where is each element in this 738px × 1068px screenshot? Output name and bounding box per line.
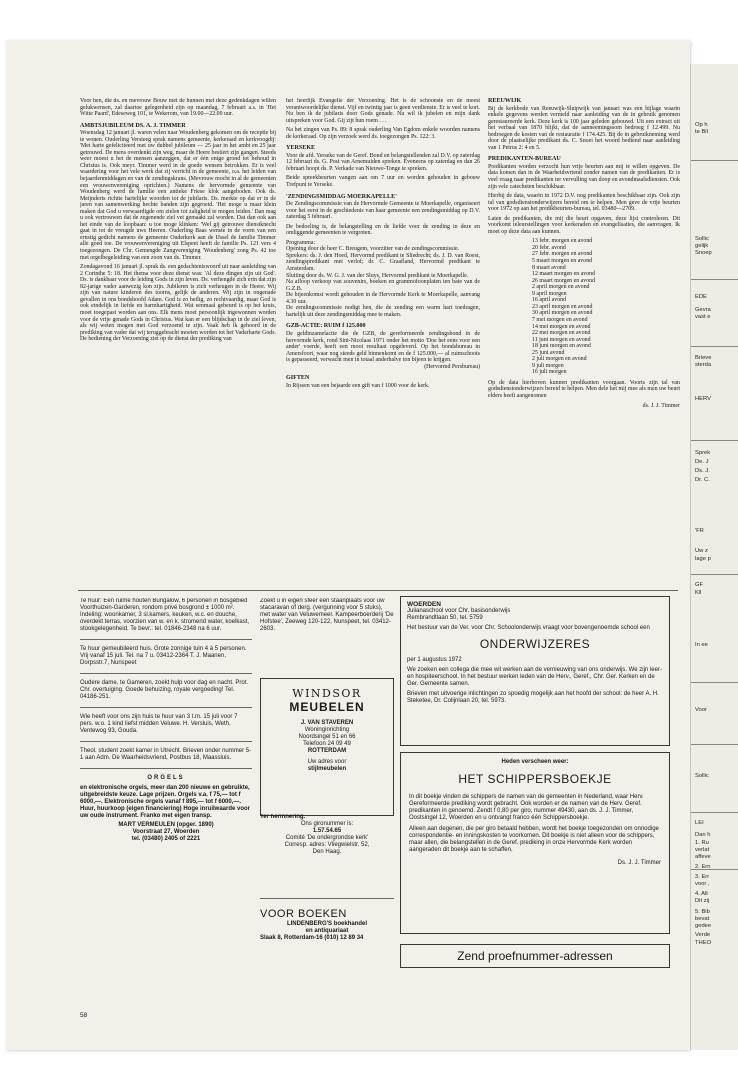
classified-ad: Te huur gemeubileerd huis. Grote zonnige tuin 4 à 5 personen. Vrij vanaf 15 juli. Tel. na 7 u. 03412-2364 T. J. Maanen, Dorpsstr.7, Nunspeet	[80, 646, 247, 666]
ad-address: Voorstraat 27, Woerden	[132, 829, 200, 835]
date-list-item: 8 maart avond	[532, 264, 566, 271]
ad-line: Ons gironummer is:	[300, 821, 354, 827]
adjacent-rule	[691, 744, 738, 745]
ad-separator	[80, 639, 252, 640]
heading-yerseke: YERSEKE	[286, 145, 316, 152]
page-number: 58	[80, 1012, 88, 1019]
adjacent-page-fragment: Dit zij	[695, 898, 710, 904]
paragraph: Opening door de heer C. Breugem, voorzitter van de zendingscommissie.	[286, 246, 460, 253]
paragraph: Beide spreekbeurten vangen aan om 7 uur en worden gehouden in gebouw Trefpunt te Yerseke.	[286, 175, 480, 189]
paragraph: Sluiting door ds. W. G. J. van der Sluys, Hervormd predikant te Moerkapelle.	[286, 272, 469, 279]
paragraph: Na het zingen van Ps. 89: 8 sprak ouderling Van Egdom enkele woorden namens de kerkeraad. Op zijn verzoek werd ds. toegezongen Ps. 122: 3.	[286, 127, 480, 140]
ad-line: In dit boekje vinden de schippers de namen van de gemeenten in Nederland, waar Herv. Gereformeerde prediking wordt gebracht. Ook worden er de namen van de Herv. Geref. predikanten in genoemd. Zendt f 0,80 per giro, nummer 49430, aan ds. J. J. Timmer, Oostsingel 12, Woerden en u ontvangt franco één Schippersboekje.	[409, 794, 644, 821]
ad-signature: MART VERMEULEN (opger. 1890)	[118, 822, 214, 828]
paragraph: De bijeenkomst wordt gehouden in de Hervormde Kerk te Moerkapelle, aanvang 4.30 uur.	[286, 292, 480, 305]
article-column-3	[488, 98, 680, 585]
ad-line: Corresp. adres: Vliegwielstr. 52,	[284, 842, 370, 848]
paragraph: De geldinzamelactie die de GZB, de gereformeerde zendingsbond in de hervormde kerk, rond Sint-Nicolaas 1971 onder het motto 'Doe het eens voor een ander' voerde, heeft een mooi resultaat opgeleverd. Op het bondsbureau in Amersfoort, waar nog steeds geld binnenkomt en de f 125.000,— al ruimschoots is gepasseerd, verwacht men in totaal anderhalve ton bijeen te krijgen.	[286, 330, 480, 364]
ad-proefnummer	[400, 944, 670, 968]
heading-giften: GIFTEN	[286, 375, 310, 382]
adjacent-rule	[691, 160, 738, 161]
ad-kampeerboerderij	[260, 598, 394, 672]
date-list-item: 26 maart morgen en avond	[532, 277, 596, 284]
byline: (Hervormd Persbureau)	[424, 363, 480, 370]
ad-line: Telefoon 24 09 49	[303, 741, 351, 747]
ad-separator	[80, 768, 252, 769]
adjacent-rule	[691, 682, 738, 683]
ad-headline: ONDERWIJZERES	[479, 637, 591, 651]
ad-ondergrondse-kerk	[260, 814, 394, 890]
adjacent-page-fragment: affeve	[695, 854, 711, 860]
adjacent-page-fragment: Ds. J.	[695, 468, 710, 474]
adjacent-page-fragment: Kll	[695, 590, 702, 596]
date-list-item: 30 april morgen en avond	[532, 310, 593, 317]
paragraph: Voor de afd. Yerseke van de Geref. Bond en belangstellenden zal D.V. op zaterdag 12 februari ds. G. Post van Arnemuiden spreken. Eveneens op zaterdag en dan 26 februari hoopt ds. P. Verkade van Nieuwe-Tonge te spreken.	[286, 152, 480, 172]
section-divider	[78, 590, 678, 591]
classified-ad: Zoekt u in eigen sfeer een staanplaats voor uw stacaravan of derg. (vergunning voor 5 stuks), met water van Veluwemeer. Kampeerboerderij 'De Hofstee', Zeeweg 120-122, Nunspeet, tel. 03412-2603.	[260, 598, 394, 632]
date-list-item: 7 mei morgen en avond	[532, 316, 588, 323]
ad-line: stijlmeubelen	[307, 766, 347, 772]
ad-line: Rembrandtlaan 50, tel. 5759	[407, 615, 483, 621]
ad-line: per 1 augustus 1972	[407, 657, 462, 663]
classified-ad: Theol. student zoekt kamer in Utrecht. Brieven onder nummer 5-1 aan Adm. De Waarheidsvriend, Postbus 18, Maassluis.	[80, 748, 252, 761]
adjacent-page-fragment: 5. Bib	[695, 909, 710, 915]
ad-separator	[80, 673, 252, 674]
date-list-item: 14 mei morgen en avond	[532, 323, 591, 330]
paragraph: Op de data hierboven kunnen predikanten voorgaan. Voorts zijn tal van godsdienstonderwijzers bereid te helpen. Men dele het mij mee als men uw beurt elders heeft aangenomen	[488, 379, 680, 399]
ad-line: en antiquariaat	[305, 928, 349, 934]
classifieds-column	[80, 598, 252, 1008]
adjacent-page-fragment: Dan h	[695, 832, 711, 838]
adjacent-page-fragment: 4. Alt	[695, 891, 708, 897]
adjacent-page-fragment: GF	[695, 582, 704, 588]
adjacent-page-fragment: Sprek	[695, 450, 711, 456]
adjacent-rule	[691, 279, 738, 280]
date-list	[532, 238, 680, 375]
adjacent-rule	[691, 346, 738, 347]
ad-headline: HET SCHIPPERSBOEKJE	[458, 772, 612, 786]
ad-title: VOOR BOEKEN	[260, 908, 347, 920]
classified-ad: en elektronische orgels, meer dan 200 nieuwe en gebruikte, uitgebreidste keuze. Lage prijzen. Orgels v.a. f 75,— tot f 6000,—. Elektronische orgels vanaf f 895,— tot f 6000,—. Huur, huurkoop (eigen financiering) Hoge inruilwaarde voor uw oude instrument. Franko met eigen transp.	[80, 785, 251, 819]
date-list-item: 20 febr. avond	[532, 244, 566, 251]
adjacent-page-fragment: In ee	[695, 642, 708, 648]
date-list-item: 22 mei morgen en avond	[532, 330, 591, 337]
paragraph: Laten de predikanten, die mij die beurt opgaven, deze lijst controleren. Dit voorkomt teleurstellingen voor kerkeraden en evangelisaties, die aanvragen. Ik moet op deze data aan kunnen.	[488, 215, 680, 235]
ad-woerden-onderwijzeres	[400, 596, 670, 746]
adjacent-page-fragment: LEI	[695, 820, 704, 826]
adjacent-page-fragment: gelijk	[695, 243, 709, 249]
date-list-item: 12 maart morgen en avond	[532, 271, 596, 278]
article-column-1	[80, 98, 276, 585]
paragraph: De Zendingscommissie van de Hervormde Gemeente te Moerkapelle, organiseert voor het eerst in de geschiedenis van haar gemeente een zendingsmiddag op D.V. zaterdag 5 februari.	[286, 201, 480, 221]
date-list-item: 9 april morgen	[532, 290, 567, 297]
adjacent-page-fragment: Uw z	[695, 548, 708, 554]
adjacent-page-fragment: bevat	[695, 916, 710, 922]
adjacent-page-fragment: Voor	[695, 707, 707, 713]
adjacent-page-fragment: gedee	[695, 923, 712, 929]
paragraph: Zondagavond 16 januari jl. sprak ds. een gedachteniswoord uit naar aanleiding van 2 Corinthe 5: 18. Het thema voor deze dienst was: 'Al deze dingen zijn uit God'. Ds. is dankbaar voor de leiding Gods in zijn leven. Ds. verhengde zich erin dat zijn 82-jarige vader aanwezig kon zijn. Jubileren is zich verheugen in de Heere. Wij zijn van nature kinderen des toorns, gelijk de anderen. Wij zijn in ongenade gevallen in ons bondshoofd Adam. God is zo heilig, zo rechtvaardig, maar God is ook eindelijk in liefde en barmhartigheid. Wat eenmaal gebeurd is op het kruis, moet toegepast worden aan ons. Elk mens moet persoonlijk ingewonnen worden voor de vrije genade Gods in Christus. Wat kan er een blijdschap in de ziel leven, als wij weten mogen met God verzoend te zijn. Vaak heb ik gehoord in de prediking van vader dat wij teruggebracht moeten worden tot het Vaderharte Gods. De bediening der Verzoening ziet op de dienst der prediking van	[80, 264, 276, 343]
adjacent-page-fragment: 1. Ru	[695, 840, 709, 846]
adjacent-rule	[691, 812, 738, 813]
adjacent-page-fragment: Sollic	[695, 236, 709, 242]
adjacent-page-fragment: Gevra	[695, 307, 711, 313]
adjacent-page-fragment: lage p	[695, 556, 711, 562]
adjacent-rule	[691, 440, 738, 441]
ad-title: Ter herinnering.	[260, 814, 306, 820]
adjacent-page-edge	[690, 64, 738, 1050]
ad-line: Heden verscheen weer:	[501, 759, 569, 765]
intro-paragraph: Voor hen, die ds. en mevrouw Bouw met de hunnen met deze gedenkdagen willen gelukwensen, zal daartoe gelegenheid zijn op maandag, 7 februari a.s. in 'Het Witte Paard', Edeseweg 101, te Wekerom, van 19.00—22.00 uur.	[80, 98, 276, 118]
paragraph: Na afloop verkoop van souvenirs, boeken en grammofoonplaten ten bate van de G.Z.B.	[286, 279, 480, 292]
adjacent-page-fragment: te Bil	[695, 129, 708, 135]
date-list-item: 25 juni avond	[532, 349, 565, 356]
adjacent-page-fragment: Snoep	[695, 250, 712, 256]
windsor-logo: WINDSOR	[292, 687, 362, 700]
date-list-item: 23 april morgen en avond	[532, 303, 593, 310]
date-list-item: 2 juli morgen en avond	[532, 356, 587, 363]
heading-predikanten-bureau: PREDIKANTEN-BUREAU	[488, 156, 561, 163]
adjacent-page-fragment: vast e	[695, 314, 711, 320]
ad-name: J. VAN STAVEREN	[300, 720, 354, 726]
signature: ds. J. J. Timmer	[642, 402, 680, 409]
ad-line: 1.57.54.65	[312, 828, 342, 834]
ad-line: We zoeken een collega die mee wil werken aan de vernieuwing van ons onderwijs. We zijn leer- en hospiteerschool. In het bestuur werken leden van de Herv., Geref., Chr. Ger. Kerken en de Ger. Gemeente samen.	[407, 667, 662, 687]
classified-ad: Te huur: Een ruime houten Bungalow, 6 personen in bosgebied Voorthuizen-Garderen, rondom privé bosgrond ± 1000 m². Indeling: woonkamer, 3 sl.kamers, keuken, w.c. en douche, overdekt terras, voorzien van w. en k. stromend water, koelkast, stookgelegenheid. Te bevr.: tel. 01846-2348 na 6 uur.	[80, 598, 250, 632]
paragraph: Predikanten worden verzocht hun vrije beurten aan mij te willen opgeven. De data komen dan in de Waarheidsvriend zonder namen van de predikanten. Er is veel vraag naar predikanten ter vervulling van doop en avondmaalsdiensten. Ook zijn vele catecheten beschikbaar.	[488, 163, 680, 190]
classified-ad: Wie heeft voor ons zijn huis te huur van 3 t.m. 15 juli voor 7 pers. w.o. 1 kind liefst midden Veluwe. H. Versluis, Weth. Ventewog 93, Gouda.	[80, 714, 238, 734]
date-list-item: 18 juni morgen en avond	[532, 343, 591, 350]
adjacent-rule	[691, 574, 738, 575]
adjacent-page-fragment: 3. Err	[695, 874, 710, 880]
ad-separator	[80, 707, 252, 708]
heading-zendingsmiddag: 'ZENDINGSMIDDAG MOERKAPELLE'	[286, 193, 397, 200]
ad-windsor-meubelen	[260, 678, 394, 816]
ad-title: MEUBELEN	[289, 700, 365, 714]
ad-line: Alleen aan degenen, die per giro betaald hebben, wordt het boekje toegezonden om onnodige correspondentie- en inningskosten te voorkomen. Dit boekje is niet alleen voor de schippers, maar allen, die belangstellen in de Geref. prediking in onze Hervormde Kerk worden aangeraden dit boekje aan te schaffen.	[409, 826, 659, 853]
ad-line: Het bestuur van de Ver. voor Chr. Schoolonderwijs vraagt voor bovengenoemde school een	[407, 625, 650, 631]
ad-separator	[80, 741, 252, 742]
paragraph: Bij de kerkbode van Reeuwijk-Sluipwijk van januari was een bijlage waarin enkele gegevens werden vermeld naar aanleiding van de in gebruik genomen gerestaureerde kerk. Deze kerk is 100 jaar geleden gebouwd. Uit een extract uit het verbaal van 1870 blijkt, dat de aanneemingssom bedroeg f 12.499. Nu bedroegen de kosten van de restauratie f 174.425. Bij de in gebruikneming werd door de plaatselijke predikant ds. C. Snoei het woord bediend naar aanleiding van 1 Petrus 2: 4 en 5.	[488, 105, 680, 151]
heading-ambtsjubileum: AMBTSJUBILEUM DS. A. J. TIMMER	[80, 122, 186, 129]
paragraph: Sprekers: ds. J. den Hoed, Hervormd predikant te Sliedrecht; ds. J. D. van Roest, zendingspredikant met verlof; dr. C. Graafland, Hervormd predikant te Amsterdam.	[286, 252, 480, 273]
paragraph: Woensdag 12 januari jl. waren velen naar Woudenberg gekomen om de receptie bij te wonen. Ouderling Versteeg sprak namens gemeente, kerkeraad en kerkvoogdij: 'Met harte gefeliciteerd met uw dubbel jubileum — 25 jaar in het ambt en 25 jaar getrouwd. De mens overdenkt zijn weg, maar de Heere bestiert zijn gangen. Steeds weer moest u het de mensen aanzeggen, dat er één enige grond tot behoud in Christus is. Ook meyr. Timmer werd in de goede wensen betrokken. Er is veel waardering voor het vele werk dat zij verricht in de gemeente, o.a. het leiden van bejaardenmiddagen en van de zendingskrans. (Mevrouw mocht in al de gemeenten een vrouwenvereniging oprichten.) Namens de hervormde gemeente van Woudenberg werd de familie een antieke Friese klok aangeboden. Ook ds. Meijnderts richtte hartelijke woorden tot de jubilaris. Ds. merkte op dat er in de jaren van samenwerking hechte banden zijn gegroeid. 'Het moge u maar klein maken dat God u verwaardigde om zielen tot zaligheid te mogen leiden.' Dan mag u ook vertrouwen dat de zegenende ziel vet gemaakt zal worden. Dat dan ook aan het einde van de loopbaan: u toe moge klinken: 'Wel gij getrouwe dienstknecht gaat in tot de vreugde uws Heeren. Ouderling Baas wenste in de vorm van een ernstig gedicht namens de gemeente Ouderkerk aan de IJssel de familie Timmer alle goed toe. De vrouwenvereniging uit Elspeet heeft de familie Ps. 121 vers 4 toegezongen. De Chr. Gemengde Zangvereniging 'Woudenberg' zong Ps. 42 toe met orgelbegeleiding van een zoon van ds. Timmer.	[80, 130, 276, 261]
date-list-item: 5 maart morgen en avond	[532, 258, 593, 265]
adjacent-page-fragment: HERV	[695, 396, 712, 402]
ad-line: Noordsingel 51 en 66	[298, 734, 356, 740]
heading-gzb-actie: GZB-ACTIE: RUIM f 125.000	[286, 323, 366, 330]
adjacent-page-fragment: Sollic	[695, 773, 709, 779]
paragraph: De zendingscommissie nodigt hen, die de zending een warm hart toedragen, hartelijk uit deze zendingsmiddag mee te maken.	[286, 305, 480, 318]
adjacent-page-fragment: sterda	[695, 362, 712, 368]
date-list-item: 16 juli morgen	[532, 369, 567, 376]
paragraph: Programma:	[286, 239, 316, 246]
date-list-item: 16 april avond	[532, 297, 567, 304]
ad-line: Comité 'De ondergrondse kerk'	[285, 835, 369, 841]
ad-title: WOERDEN	[407, 601, 441, 608]
date-list-item: 9 juli morgen	[532, 362, 564, 369]
ad-line: Julianaschool voor Chr. basisonderwijs	[407, 608, 511, 614]
classified-ad: Oudere dame, te Gameren, zoekt hulp voor dag en nacht. Prot. Chr. overtuiging. Goede behuizing, royale vergoeding! Tel. 04186-251.	[80, 680, 249, 700]
date-list-item: 27 febr. morgen en avond	[532, 251, 593, 258]
adjacent-page-fragment: voor ,	[695, 881, 710, 887]
ad-schippersboekje	[400, 752, 670, 934]
date-list-item: 2 april morgen en avond	[532, 284, 590, 291]
ad-line: Slaak 8, Rotterdam-16 (010) 12 89 34	[260, 935, 364, 941]
ad-title-orgels: ORGELS	[147, 775, 185, 781]
ad-lindenberg-boekhandel	[260, 898, 394, 967]
ad-headline: Zend proefnummer-adressen	[457, 949, 613, 963]
ad-signature: Ds. J. J. Timmer	[617, 860, 661, 866]
adjacent-page-fragment: 'FR	[695, 528, 704, 534]
paragraph: De bedoeling is, de belangstelling en de liefde voor de zending in deze en omliggende gemeenten te vergroten.	[286, 223, 480, 237]
ad-phone: tel. (03480) 2405 of 2221	[131, 836, 201, 842]
adjacent-page-fragment: verlat	[695, 847, 710, 853]
ad-line: Den Haag.	[312, 849, 342, 855]
ad-line: Brieven met uitvoerige inlichtingen zo spoedig mogelijk aan het hoofd der school: de heer A. H. Steketee, Dr. Colijnlaan 20, tel. 5973.	[407, 691, 659, 704]
adjacent-page-fragment: THEO	[695, 940, 712, 946]
ad-line: ROTTERDAM	[307, 748, 347, 754]
ad-line: Woninginrichting	[304, 727, 350, 733]
ad-line: Uw adres voor	[307, 759, 347, 765]
article-column-2	[286, 98, 480, 585]
adjacent-page-fragment: EDE	[695, 294, 707, 300]
ad-line: LINDENBERG'S boekhandel	[286, 921, 368, 927]
adjacent-page-fragment: Brieve	[695, 355, 712, 361]
adjacent-page-fragment: Op h	[695, 122, 708, 128]
paragraph: Hierbij de data, waarin in 1972 D.V. nog predikanten beschikbaar zijn. Ook zijn tal van godsdienstonderwijzers bereid om te helpen. Men geve de vrije beurten voor 1972 op aan het predikbeurten-bureau, tel. 03480—2709.	[488, 193, 680, 213]
heading-reeuwijk: REEUWIJK	[488, 98, 522, 104]
date-list-item: 13 febr. morgen en avond	[532, 238, 593, 245]
adjacent-page-fragment: Dr. C.	[695, 477, 710, 483]
adjacent-page-fragment: Verde	[695, 932, 711, 938]
paragraph: het heerlijk Evangelie der Verzoening. Het is de schoonste en de meest verantwoordelijke dienst. Vijf en twintig jaar is geen verdienste. Er is veel te kort. Nu ben ik de jubilaris door Gods genade. Nu wil ik jubelen en mijn dank uitspreken voor God. Gij zijt hun roem . . .	[286, 98, 480, 124]
adjacent-page-fragment: 2. Ern	[695, 864, 711, 870]
paragraph: In Rijssen van een bejaarde een gift van f 1000 voor de kerk.	[286, 382, 430, 389]
date-list-item: 11 juni morgen en avond	[532, 336, 591, 343]
adjacent-page-fragment: De. J	[695, 459, 709, 465]
